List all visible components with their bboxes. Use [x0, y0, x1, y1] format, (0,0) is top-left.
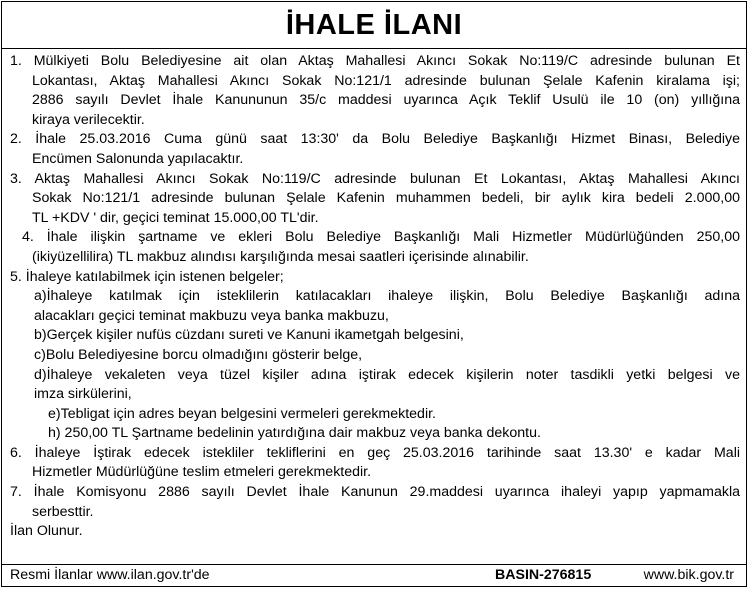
- sub-item-b-line-1: b)Gerçek kişiler nufüs cüzdanı sureti ve Kanuni ikametgah belgesini,: [34, 327, 464, 344]
- item-7-line-1: 7. İhale Komisyonu 2886 sayılı Devlet İhale Kanunun 29.maddesi uyarınca ihaleyi yapıp yapmamakla: [10, 484, 740, 501]
- notice-footer: [2, 564, 746, 586]
- item-2: [10, 130, 740, 169]
- item-2-line-1: 2. İhale 25.03.2016 Cuma günü saat 13:30' da Bolu Belediye Başkanlığı Hizmet Binası, Belediye: [10, 131, 740, 148]
- item-5-line-1: 5. İhaleye katılabilmek için istenen belgeler;: [10, 268, 284, 285]
- item-7-line-2: serbesttir.: [32, 503, 94, 520]
- sub-item-d-line-2: imza sirkülerini,: [34, 386, 132, 403]
- item-3-line-2: Sokak No:121/1 adresinde bulunan Şelale Kafenin muhammen bedeli, bir aylık kira bedeli 2.000,00: [32, 190, 740, 207]
- footer-bik-site: www.bik.gov.tr: [643, 567, 734, 583]
- sub-item-h: [10, 424, 740, 444]
- notice-title: İHALE İLANI: [2, 2, 746, 49]
- footer-ilan-site: Resmi İlanlar www.ilan.gov.tr'de: [10, 567, 210, 583]
- tender-notice: [1, 1, 747, 587]
- item-4-line-1: 4. İhale ilişkin şartname ve ekleri Bolu Belediye Başkanlığı Mali Hizmetler Müdürlüğünden 250,00: [22, 229, 740, 246]
- item-3: [10, 170, 740, 229]
- footer-press-code: BASIN-276815: [495, 567, 592, 583]
- sub-item-c-line-1: c)Bolu Belediyesine borcu olmadığını gösterir belge,: [34, 346, 363, 363]
- sub-item-c: [10, 346, 740, 366]
- item-1-line-1: 1. Mülkiyeti Bolu Belediyesine ait olan Aktaş Mahallesi Akıncı Sokak No:119/C adresinde bulunan Et: [10, 53, 740, 69]
- item-6-line-1: 6. İhaleye İştirak edecek istekliler tekliflerini en geç 25.03.2016 tarihinde saat 13.30' e kadar Mali: [10, 444, 740, 461]
- closing-line: İlan Olunur.: [10, 523, 83, 540]
- item-5: [10, 268, 740, 288]
- item-1-line-4: kiraya verilecektir.: [32, 111, 145, 128]
- sub-item-e: [10, 405, 740, 425]
- sub-item-h-line-1: h) 250,00 TL Şartname bedelinin yatırdığına dair makbuz veya banka dekontu.: [48, 425, 541, 442]
- item-1-line-3: 2886 sayılı Devlet İhale Kanununun 35/c maddesi uyarınca Açık Teklif Usulü ile 10 (on) yıllığına: [32, 92, 740, 109]
- item-1: [10, 52, 740, 130]
- item-3-line-3: TL +KDV ' dir, geçici teminat 15.000,00 TL'dir.: [32, 209, 319, 226]
- item-7: [10, 483, 740, 522]
- sub-item-d: [10, 366, 740, 405]
- item-6-line-2: Hizmetler Müdürlüğüne teslim etmeleri gerekmektedir.: [32, 464, 372, 481]
- item-4: [10, 228, 740, 267]
- sub-item-a: [10, 287, 740, 326]
- item-2-line-2: Encümen Salonunda yapılacaktır.: [32, 150, 244, 167]
- sub-item-a-line-2: alacakları geçici teminat makbuzu veya banka makbuzu,: [34, 307, 389, 324]
- sub-item-d-line-1: d)İhaleye vekaleten veya tüzel kişiler adına iştirak edecek kişilerin noter tasdikli yetki belgesi ve: [34, 366, 740, 383]
- sub-item-a-line-1: a)İhaleye katılmak için isteklilerin katılacakları ihaleye ilişkin, Bolu Belediye Başkanlığı adına: [34, 288, 740, 305]
- item-1-line-2: Lokantası, Aktaş Mahallesi Akıncı Sokak No:121/1 adresinde bulunan Şelale Kafenin kiralama işi;: [32, 72, 740, 89]
- notice-body: [10, 52, 740, 542]
- sub-item-e-line-1: e)Tebligat için adres beyan belgesini vermeleri gerekmektedir.: [48, 405, 436, 422]
- item-4-line-2: (ikiyüzellilira) TL makbuz alındısı karşılığında mesai saatleri içerisinde alınabilir.: [32, 248, 529, 265]
- closing: [10, 522, 740, 542]
- sub-item-b: [10, 326, 740, 346]
- item-3-line-1: 3. Aktaş Mahallesi Akıncı Sokak No:119/C adresinde bulunan Et Lokantası, Aktaş Mahallesi Akıncı: [10, 170, 740, 187]
- item-6: [10, 444, 740, 483]
